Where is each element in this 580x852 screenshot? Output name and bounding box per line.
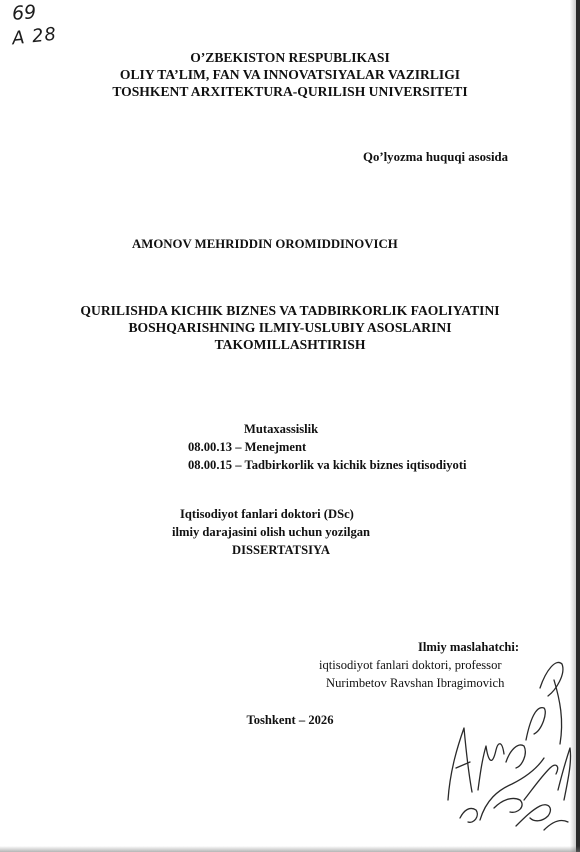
handwritten-number: 69: [11, 1, 37, 25]
degree-line-2: ilmiy darajasini olish uchun yozilgan: [172, 525, 371, 539]
handwritten-code: A 28: [11, 23, 58, 50]
specialty-label: Mutaxassislik: [244, 422, 319, 436]
advisor-name: Nurimbetov Ravshan Ibragimovich: [326, 676, 505, 690]
handwritten-signature: [420, 650, 580, 840]
footer-place-year: Toshkent – 2026: [246, 713, 334, 727]
header-university: TOSHKENT ARXITEKTURA-QURILISH UNIVERSITETI: [112, 84, 468, 99]
degree-line-1: Iqtisodiyot fanlari doktori (DSc): [180, 507, 354, 521]
title-line-1: QURILISHDA KICHIK BIZNES VA TADBIRKORLIK FAOLIYATINI: [80, 303, 500, 318]
advisor-title: iqtisodiyot fanlari doktori, professor: [319, 658, 502, 672]
title-line-2: BOSHQARISHNING ILMIY-USLUBIY ASOSLARINI: [128, 320, 452, 335]
title-line-3: TAKOMILLASHTIRISH: [214, 337, 366, 352]
specialty-item: 08.00.13 – Menejment: [188, 440, 307, 454]
header-ministry: OLIY TA’LIM, FAN VA INNOVATSIYALAR VAZIRLIGI: [119, 67, 461, 82]
author-name: AMONOV MEHRIDDIN OROMIDDINOVICH: [132, 237, 398, 251]
specialty-item: 08.00.15 – Tadbirkorlik va kichik biznes iqtisodiyoti: [188, 458, 467, 472]
page-bottom-shadow: [0, 846, 580, 852]
advisor-label: Ilmiy maslahatchi:: [418, 640, 520, 654]
manuscript-note: Qo’lyozma huquqi asosida: [363, 150, 509, 164]
header-country: O’ZBEKISTON RESPUBLIKASI: [190, 50, 390, 65]
degree-dissertation: DISSERTATSIYA: [232, 543, 331, 557]
